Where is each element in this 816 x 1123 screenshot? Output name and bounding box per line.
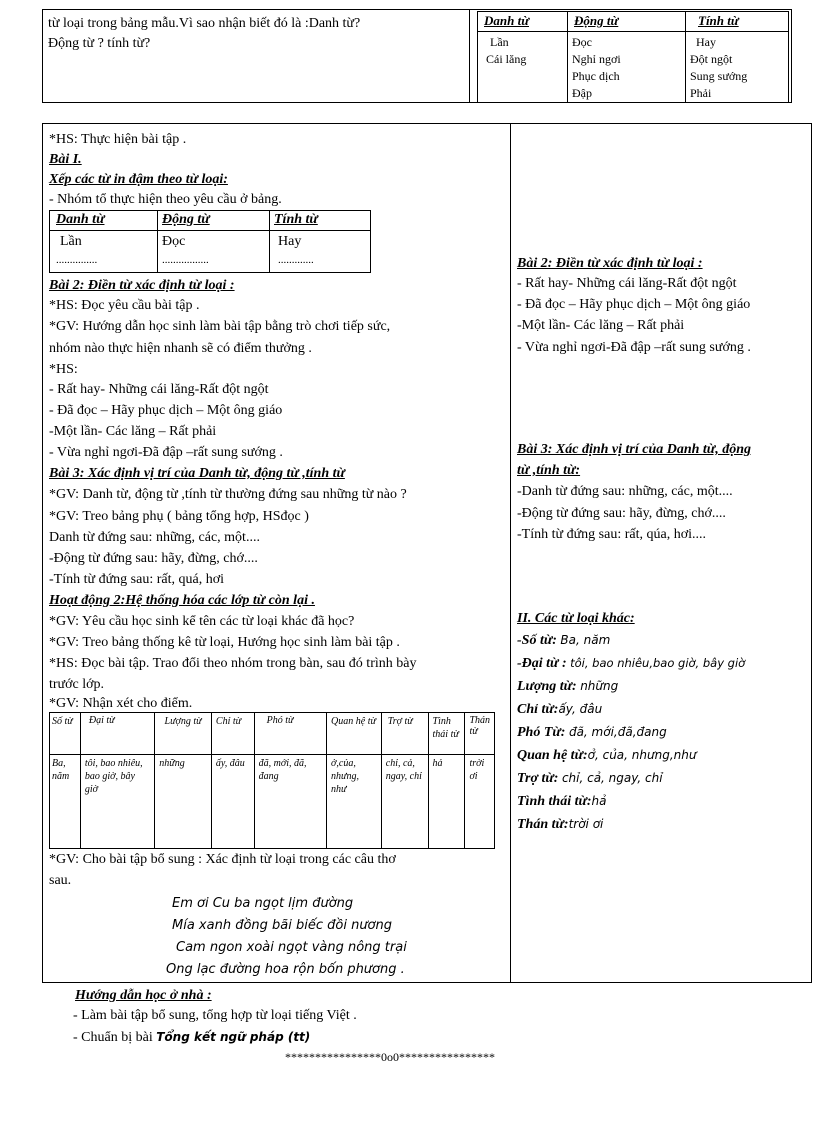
left-hd2-title: Hoạt động 2:Hệ thống hóa các lớp từ còn lại . (49, 593, 315, 608)
cell-than-tu: trời ơi (465, 755, 495, 849)
cell-tro-tu: chỉ, cả, ngay, chỉ (381, 755, 428, 849)
word-4: Phải (690, 86, 712, 100)
th-danh-tu: Danh từ (50, 211, 158, 231)
poem-line-1: Em ơi Cu ba ngọt lịm đường (172, 896, 354, 911)
item-value: những (580, 679, 619, 693)
cell-luong-tu: những (155, 755, 212, 849)
word-2: Nghỉ ngơi (572, 52, 621, 66)
item-value: đã, mới,đã,đang (568, 725, 667, 739)
right-bai3-line-2: -Động từ đứng sau: hãy, đừng, chớ.... (517, 506, 726, 521)
item-value: hả (591, 794, 607, 808)
right-bai2-line-4: - Vừa nghỉ ngơi-Đã đập –rất sung sướng . (517, 340, 751, 355)
right-bai3-line-1: -Danh từ đứng sau: những, các, một.... (517, 484, 733, 499)
right-item-than-tu (517, 814, 603, 835)
top-divider (469, 9, 470, 103)
th-tinh-tu: Tính từ (270, 211, 371, 231)
word-1: Hay (696, 35, 716, 49)
left-bai2-line-4: *HS: (49, 362, 78, 377)
left-bai3-line-2: *GV: Treo bảng phụ ( bảng tổng hợp, HSđọc ) (49, 509, 309, 524)
left-bosung-2: sau. (49, 873, 72, 888)
item-label: Lượng từ: (517, 679, 581, 694)
left-hd2-line-5: *GV: Nhận xét cho điểm. (49, 696, 193, 711)
right-item-dai-tu (517, 653, 745, 674)
footer-stars: ****************0o0**************** (285, 1050, 495, 1064)
left-bai2-line-7: -Một lần- Các lăng – Rất phải (49, 424, 217, 439)
word: Hay (278, 234, 302, 249)
item-value: ở, của, nhưng,như (587, 748, 697, 762)
word-1: Lần (490, 35, 509, 49)
word-3: Phục dịch (572, 69, 620, 83)
left-bai3-title: Bài 3: Xác định vị trí của Danh từ, động từ ,tính từ (49, 466, 345, 481)
left-bai3-line-3: Danh từ đứng sau: những, các, một.... (49, 530, 260, 545)
right-bai2-title: Bài 2: Điền từ xác định từ loại : (517, 256, 703, 271)
left-hd2-line-3: *HS: Đọc bài tập. Trao đổi theo nhóm trong bàn, sau đó trình bày (49, 656, 417, 671)
item-label: Phó Từ: (517, 725, 569, 740)
main-divider (510, 123, 511, 983)
right-item-luong-tu (517, 676, 618, 697)
word-class-table (49, 712, 495, 849)
word-4: Đập (572, 86, 592, 100)
item-value: tôi, bao nhiêu,bao giờ, bây giờ (570, 656, 746, 670)
item-value: Ba, năm (560, 633, 611, 647)
left-bai2-line-2: *GV: Hướng dẫn học sinh làm bài tập bằng trò chơi tiếp sức, (49, 319, 391, 334)
footer-line-2-hand: Tổng kết ngữ pháp (tt) (156, 1030, 311, 1044)
left-bai1-sub: Xếp các từ in đậm theo từ loại: (49, 172, 228, 187)
left-bai2-line-5: - Rất hay- Những cái lăng-Rất đột ngột (49, 382, 269, 397)
left-hs-line: *HS: Thực hiện bài tập . (49, 132, 187, 147)
item-value: trời ơi (568, 817, 604, 831)
left-bai3-line-5: -Tính từ đứng sau: rất, quá, hơi (49, 572, 224, 587)
footer-line-1: - Làm bài tập bổ sung, tổng hợp từ loại tiếng Việt . (73, 1008, 357, 1023)
cell-danh-tu (50, 231, 158, 273)
th-luong-tu: Lượng từ (155, 713, 212, 755)
footer-title: Hướng dẫn học ở nhà : (75, 988, 212, 1003)
cell-chi-tu: ấy, đâu (211, 755, 254, 849)
th-so-tu: Số từ (50, 713, 81, 755)
word-2: Cái lăng (486, 52, 527, 66)
dots: ................. (162, 254, 209, 266)
item-label: Tình thái từ: (517, 794, 592, 809)
th-dong-tu: Động từ (568, 12, 686, 32)
cell-pho-tu: đã, mới, đã, đang (254, 755, 326, 849)
th-quan-he-tu: Quan hệ từ (327, 713, 382, 755)
cell-dai-tu: tôi, bao nhiêu, bao giờ, bây giờ (80, 755, 154, 849)
right-item-so-tu (517, 630, 610, 651)
th-pho-tu: Phó từ (254, 713, 326, 755)
item-value: ấy, đâu (558, 702, 603, 716)
th-dai-tu: Đại từ (80, 713, 154, 755)
left-bai2-line-8: - Vừa nghỉ ngơi-Đã đập –rất sung sướng . (49, 445, 283, 460)
left-bai3-line-1: *GV: Danh từ, động từ ,tính từ thường đứng sau những từ nào ? (49, 487, 407, 502)
th-dong-tu: Động từ (158, 211, 270, 231)
item-label: Chỉ từ: (517, 702, 559, 717)
th-tinh-tu: Tính từ (686, 12, 789, 32)
word-1: Đọc (572, 35, 592, 49)
left-bai2-line-6: - Đã đọc – Hãy phục dịch – Một ông giáo (49, 403, 283, 418)
left-nhom-line: - Nhóm tổ thực hiện theo yêu cầu ở bảng. (49, 192, 282, 207)
footer-line-2-prefix: - Chuẩn bị bài (73, 1030, 157, 1045)
left-bai2-title: Bài 2: Điền từ xác định từ loại : (49, 278, 235, 293)
poem-line-4: Ong lạc đường hoa rộn bốn phương . (166, 962, 405, 977)
item-label: Quan hệ từ: (517, 748, 588, 763)
left-bai3-line-4: -Động từ đứng sau: hãy, đừng, chớ.... (49, 551, 258, 566)
cell-tinh-tu (686, 32, 789, 103)
right-bai3-title-1: Bài 3: Xác định vị trí của Danh từ, động (517, 442, 751, 457)
left-hd2-line-2: *GV: Treo bảng thống kê từ loại, Hướng học sinh làm bài tập . (49, 635, 400, 650)
dots: ............... (56, 254, 98, 266)
item-label: Thán từ: (517, 817, 569, 832)
th-danh-tu: Danh từ (478, 12, 568, 32)
left-hd2-line-4: trước lớp. (49, 677, 105, 692)
right-bai3-title-2: từ ,tính từ: (517, 463, 581, 478)
left-bai1-title: Bài I. (49, 152, 82, 167)
word-2: Đột ngột (690, 52, 733, 66)
cell-dong-tu (158, 231, 270, 273)
right-item-pho-tu (517, 722, 667, 743)
cell-tinh-tu (270, 231, 371, 273)
cell-dong-tu (568, 32, 686, 103)
right-bai2-line-2: - Đã đọc – Hãy phục dịch – Một ông giáo (517, 297, 751, 312)
right-item-tinh-thai-tu (517, 791, 607, 812)
poem-line-3: Cam ngon xoài ngọt vàng nông trại (176, 940, 407, 955)
th-tinh-thai-tu: Tình thái từ (428, 713, 465, 755)
left-sort-table (49, 210, 371, 273)
right-item-chi-tu (517, 699, 602, 720)
th-chi-tu: Chỉ từ (211, 713, 254, 755)
item-label: -Số từ: (517, 633, 561, 648)
left-bosung-1: *GV: Cho bài tập bổ sung : Xác định từ loại trong các câu thơ (49, 852, 396, 867)
cell-so-tu: Ba, năm (50, 755, 81, 849)
top-word-table (477, 11, 789, 103)
right-bai3-line-3: -Tính từ đứng sau: rất, qúa, hơi.... (517, 527, 706, 542)
right-sec2-title: II. Các từ loại khác: (517, 611, 635, 626)
word: Đọc (162, 234, 186, 249)
th-tro-tu: Trợ từ (381, 713, 428, 755)
top-question-2: Động từ ? tính từ? (48, 36, 151, 51)
left-bai2-line-1: *HS: Đọc yêu cầu bài tập . (49, 298, 200, 313)
footer-line-2 (73, 1027, 310, 1048)
th-than-tu: Thán từ (465, 713, 495, 755)
word-3: Sung sướng (690, 69, 748, 83)
item-label: -Đại từ : (517, 656, 571, 671)
poem-line-2: Mía xanh đồng bãi biếc đồi nương (172, 918, 393, 933)
right-item-tro-tu (517, 768, 663, 789)
top-question-1: từ loại trong bảng mẫu.Vì sao nhận biết đó là :Danh từ? (48, 16, 361, 31)
item-label: Trợ từ: (517, 771, 562, 786)
right-item-quan-he-tu (517, 745, 696, 766)
cell-danh-tu (478, 32, 568, 103)
right-bai2-line-3: -Một lần- Các lăng – Rất phải (517, 318, 685, 333)
left-hd2-line-1: *GV: Yêu cầu học sinh kể tên các từ loại khác đã học? (49, 614, 355, 629)
word: Lần (60, 234, 82, 249)
left-bai2-line-3: nhóm nào thực hiện nhanh sẽ có điểm thưởng . (49, 341, 312, 356)
right-bai2-line-1: - Rất hay- Những cái lăng-Rất đột ngột (517, 276, 737, 291)
cell-tinh-thai-tu: hả (428, 755, 465, 849)
cell-quan-he-tu: ở,của, nhưng, như (327, 755, 382, 849)
item-value: chỉ, cả, ngay, chỉ (561, 771, 663, 785)
dots: ............. (278, 254, 314, 266)
